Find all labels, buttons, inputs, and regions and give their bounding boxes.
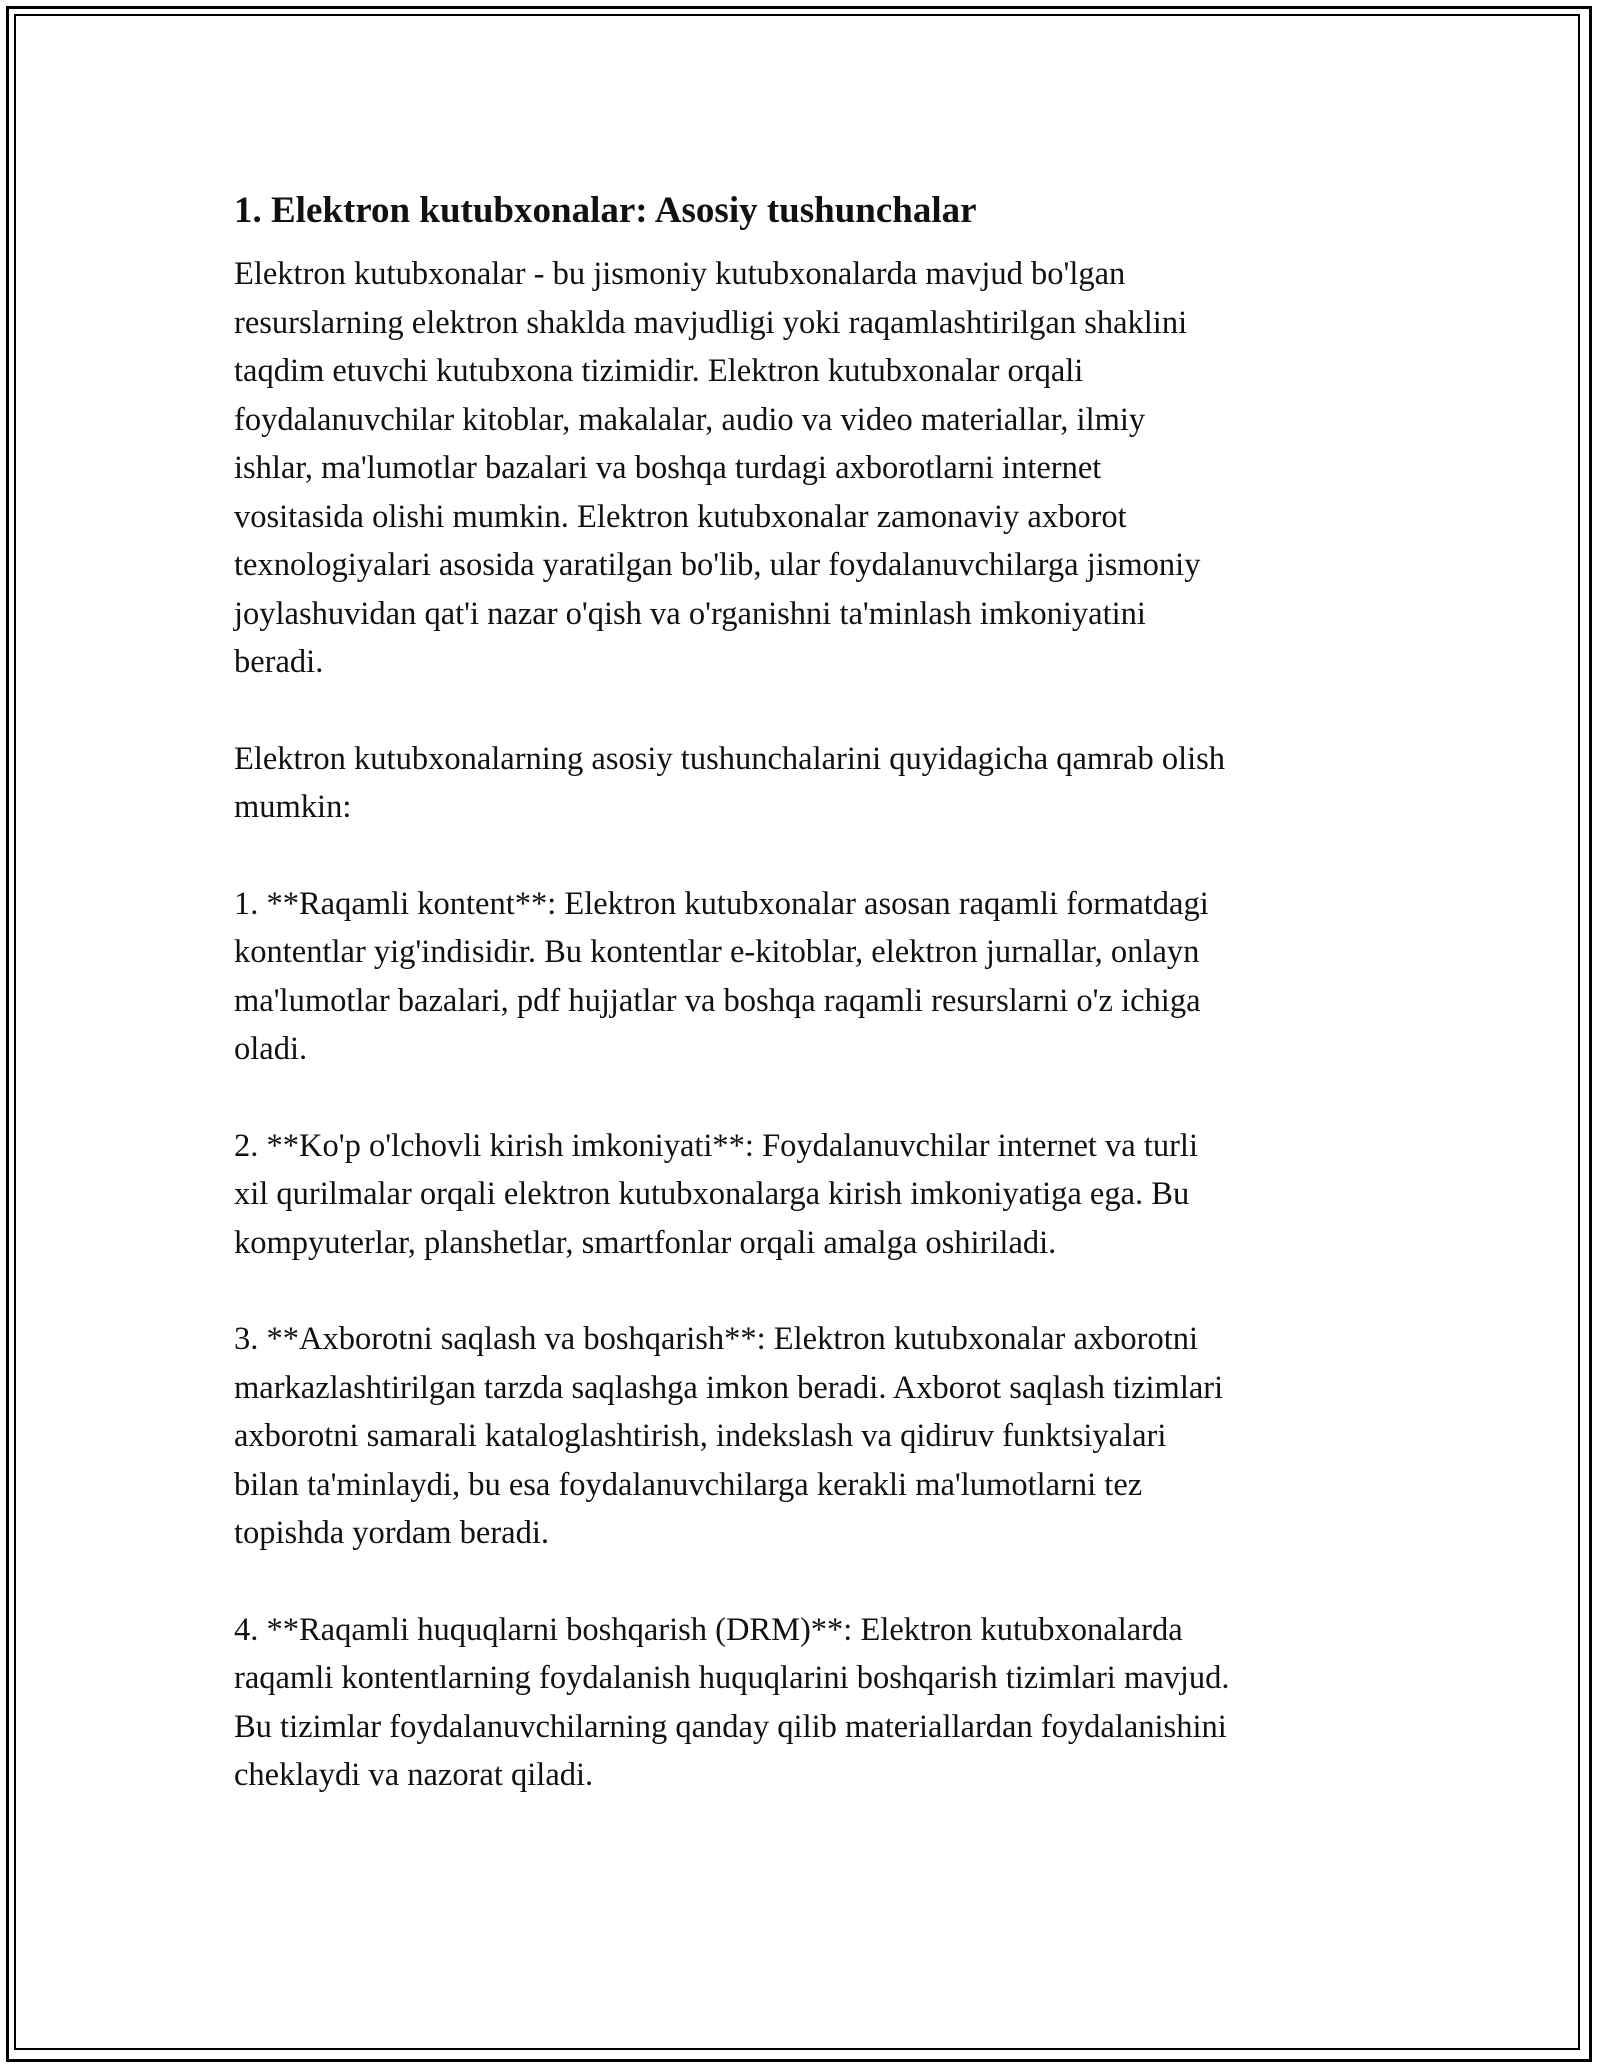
intro-paragraph: Elektron kutubxonalar - bu jismoniy kutubxonalarda mavjud bo'lgan resurslarning elektron shakldа mavjudligi yoki raqamlashtirilgan shaklini taqdim etuvchi kutubxona tizimidir. Elektron kutubxonalar orqali foydalanuvchilar kitoblar, makalalar, audio va video materiallar, ilmiy ishlar, ma'lumotlar bazalari va boshqa turdagi axborotlarni internet vositasida olishi mumkin. Elektron kutubxonalar zamonaviy axborot texnologiyalari asosida yaratilgan bo'lib, ular foydalanuvchilarga jismoniy joylashuvidan qat'i nazar o'qish va o'rganishni ta'minlash imkoniyatini beradi.: [234, 256, 1201, 680]
list-item-multi-access: 2. **Ko'p o'lchovli kirish imkoniyati**: Foydalanuvchilar internet va turli xil qurilmalar orqali elektron kutubxonalarga kirish imkoniyatiga ega. Bu kompyuterlar, planshetlar, smartfonlar orqali amalga oshiriladi.: [234, 1127, 1198, 1261]
section-title: 1. Elektron kutubxonalar: Asosiy tushunchalar: [234, 190, 977, 231]
concepts-lead-paragraph: Elektron kutubxonalarning asosiy tushunchalarini quyidagicha qamrab olish mumkin:: [234, 740, 1226, 825]
list-item-digital-content: 1. **Raqamli kontent**: Elektron kutubxonalar asosan raqamli formatdagi kontentlar yig'indisidir. Bu kontentlar e-kitoblar, elektron jurnallar, onlayn ma'lumotlar bazalari, pdf hujjatlar va boshqa raqamli resurslarni o'z ichiga oladi.: [234, 885, 1209, 1067]
document-body: [234, 186, 1374, 1848]
list-item-storage-management: 3. **Axborotni saqlash va boshqarish**: Elektron kutubxonalar axborotni markazlashtirilgan tarzda saqlashga imkon beradi. Axborot saqlash tizimlari axborotni samarali kataloglashtirish, indekslash va qidiruv funktsiyalari bilan ta'minlaydi, bu esa foydalanuvchilarga kerakli ma'lumotlarni tez topishda yordam beradi.: [234, 1321, 1224, 1551]
list-item-drm: 4. **Raqamli huquqlarni boshqarish (DRM)**: Elektron kutubxonalarda raqamli kontentlarning foydalanish huquqlarini boshqarish tizimlari mavjud. Bu tizimlar foydalanuvchilarning qanday qilib materiallardan foydalanishini cheklaydi va nazorat qiladi.: [234, 1611, 1230, 1793]
